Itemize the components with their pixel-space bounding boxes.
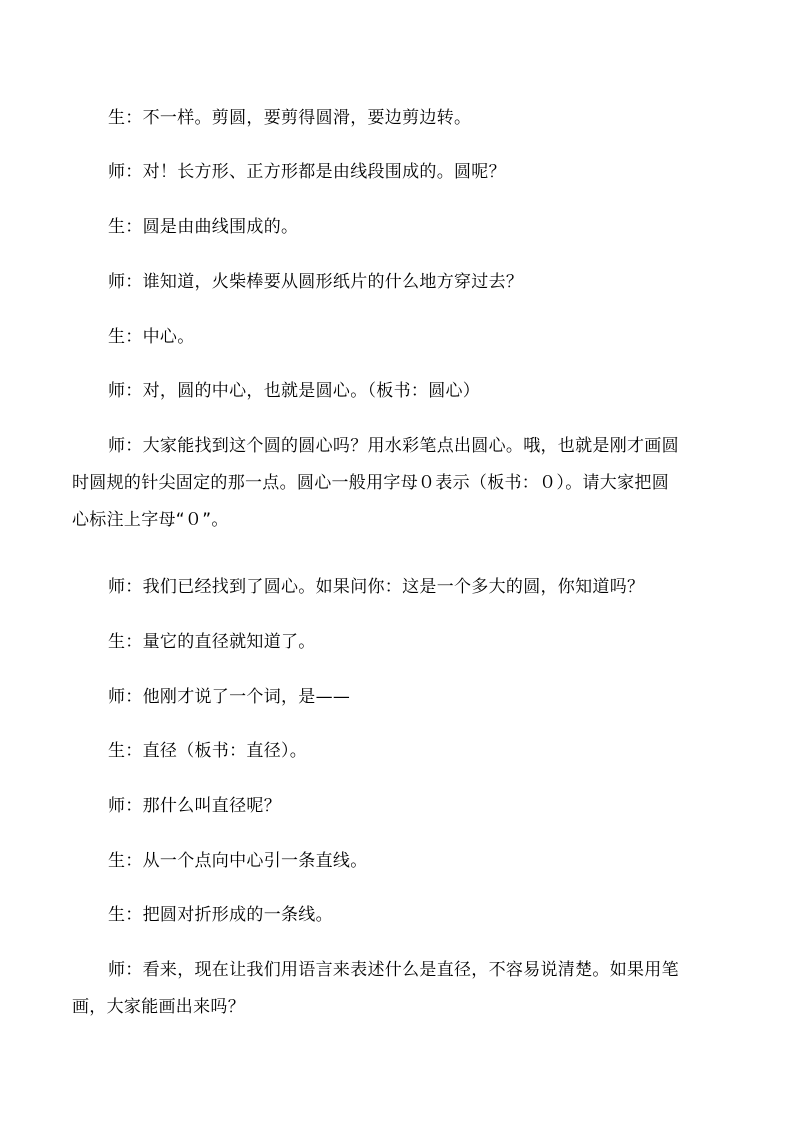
paragraph: 生：圆是由曲线围成的。 xyxy=(108,217,299,237)
paragraph-line: 师：看来，现在让我们用语言来表述什么是直径，不容易说清楚。如果用笔 xyxy=(108,960,679,980)
paragraph: 生：中心。 xyxy=(108,327,195,347)
paragraph: 师：我们已经找到了圆心。如果问你：这是一个多大的圆，你知道吗？ xyxy=(108,577,645,597)
paragraph-line: 师：大家能找到这个圆的圆心吗？用水彩笔点出圆心。哦，也就是刚才画圆 xyxy=(108,436,679,456)
paragraph: 师：对，圆的中心，也就是圆心。（板书：圆心） xyxy=(108,381,481,401)
paragraph: 师：他刚才说了一个词，是—— xyxy=(108,687,351,707)
paragraph: 生：量它的直径就知道了。 xyxy=(108,632,316,652)
paragraph: 生：不一样。剪圆，要剪得圆滑，要边剪边转。 xyxy=(108,108,472,128)
paragraph-line: 心标注上字母“０”。 xyxy=(72,510,229,530)
paragraph: 生：从一个点向中心引一条直线。 xyxy=(108,851,368,871)
paragraph: 师：那什么叫直径呢？ xyxy=(108,796,281,816)
paragraph: 生：直径（板书：直径）。 xyxy=(108,741,308,761)
paragraph-line: 画，大家能画出来吗？ xyxy=(72,997,245,1017)
paragraph: 师：谁知道，火柴棒要从圆形纸片的什么地方穿过去？ xyxy=(108,272,524,292)
paragraph: 师：对！长方形、正方形都是由线段围成的。圆呢？ xyxy=(108,162,506,182)
paragraph-multiline xyxy=(72,952,728,1026)
paragraph-line: 时圆规的针尖固定的那一点。圆心一般用字母０表示（板书：０）。请大家把圆 xyxy=(72,473,669,493)
paragraph: 生：把圆对折形成的一条线。 xyxy=(108,905,333,925)
paragraph-multiline xyxy=(72,428,728,539)
